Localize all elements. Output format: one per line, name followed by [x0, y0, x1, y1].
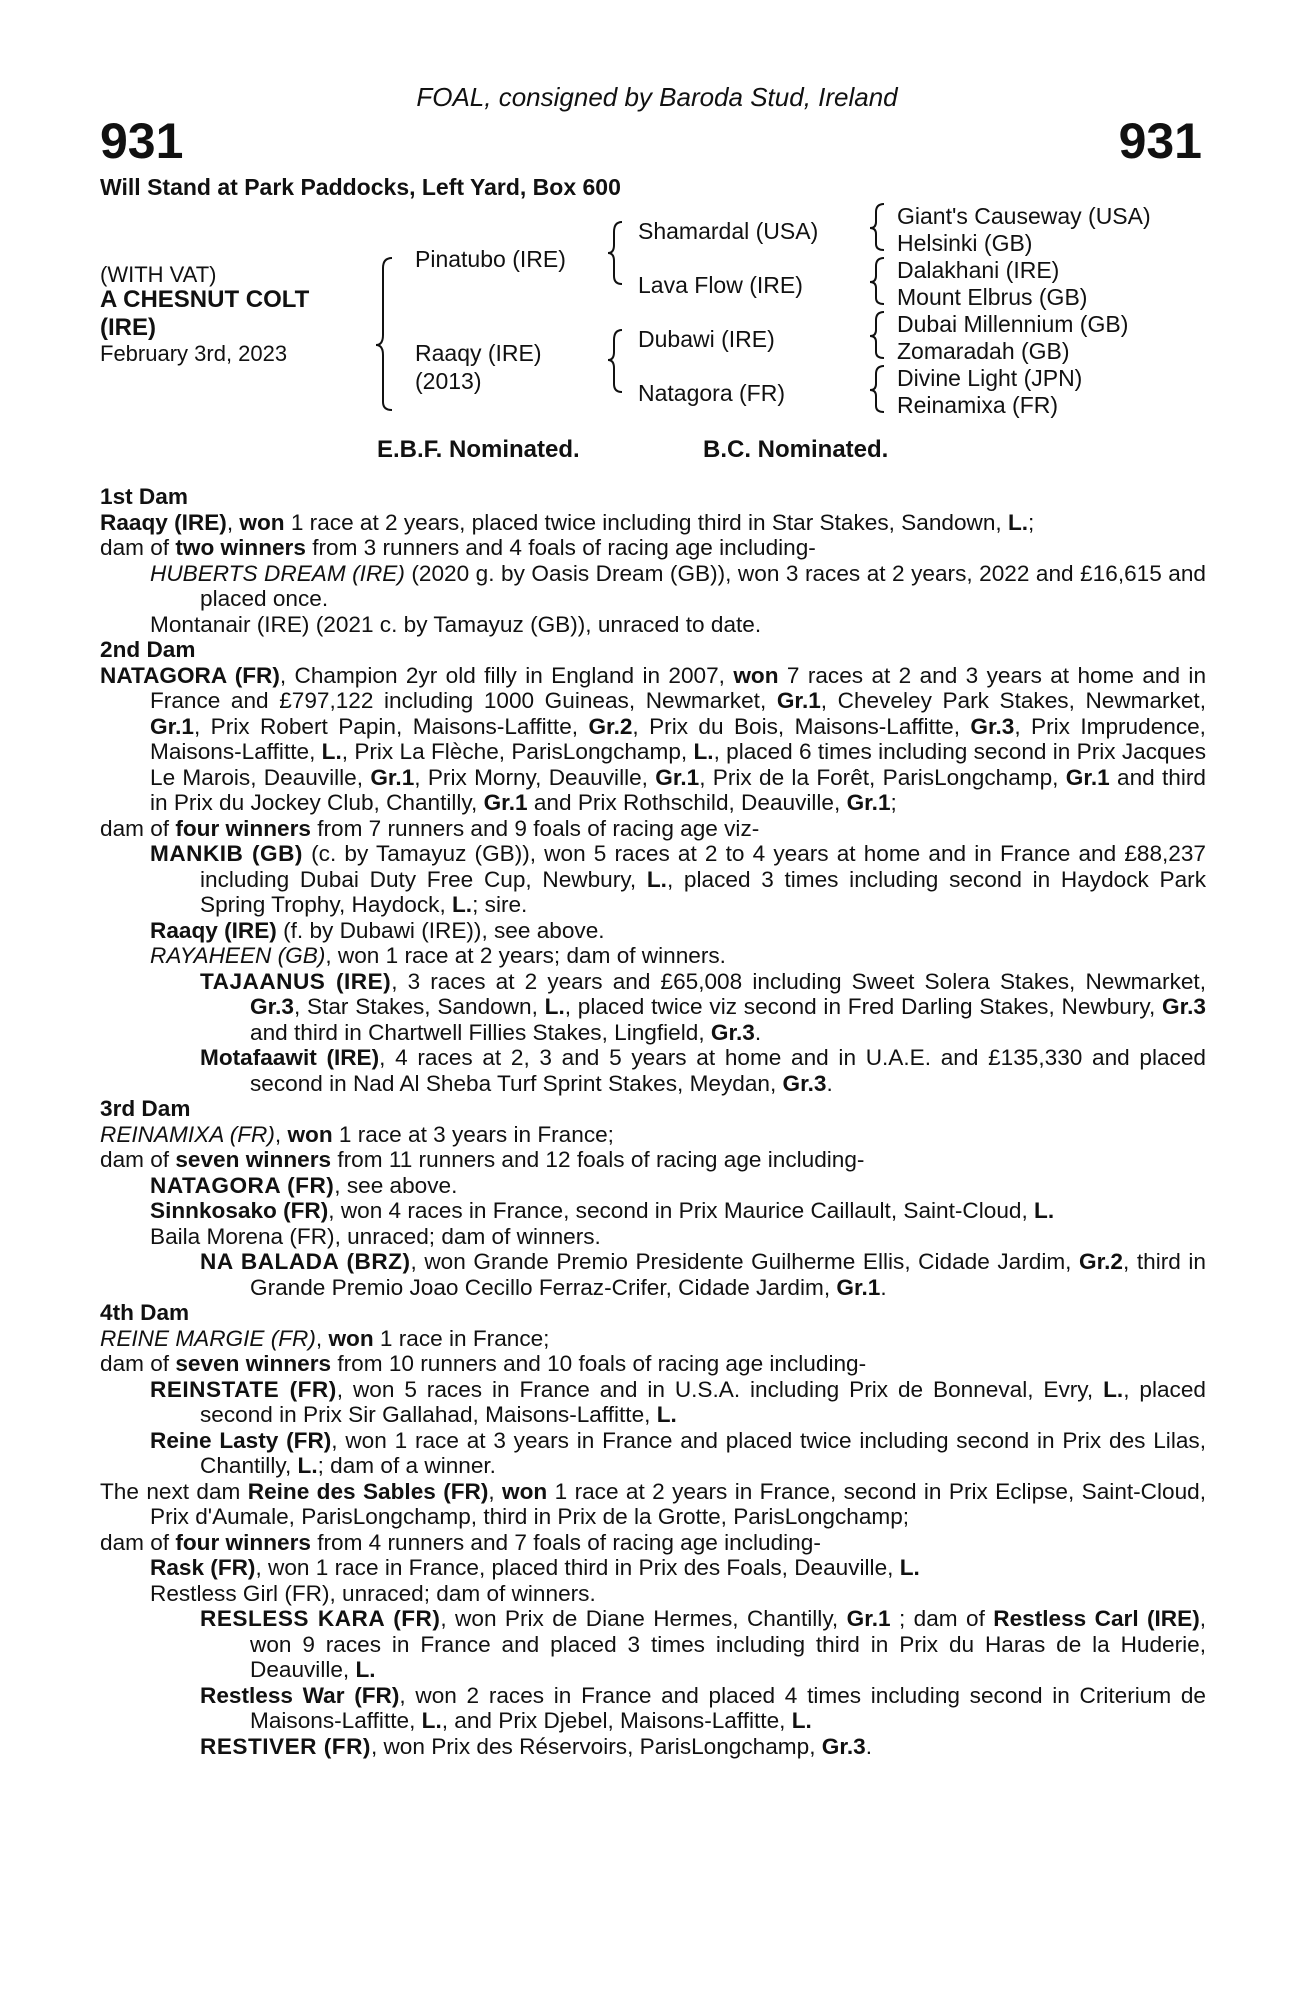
- grade-label: Gr.3: [250, 994, 294, 1019]
- text: ; dam of a winner.: [317, 1453, 496, 1478]
- text: 1 race at 2 years, placed twice including third in Star Stakes, Sandown,: [284, 509, 1008, 535]
- text: , placed twice viz second in Fred Darling Stakes, Newbury,: [564, 994, 1163, 1019]
- sire-sire: Shamardal (USA): [638, 218, 819, 244]
- horse-name: Sinnkosako (FR): [150, 1198, 329, 1223]
- horse-name: Motafaawit (IRE): [200, 1045, 380, 1070]
- dam-sire: Dubawi (IRE): [638, 326, 775, 352]
- grade-label: Gr.3: [970, 713, 1015, 739]
- text: , placed 6 times including second in Prix Jacques Le Marois, Deauville,: [150, 739, 1206, 790]
- text: 1 race in France;: [373, 1325, 550, 1351]
- great-grandparent: Divine Light (JPN): [897, 365, 1083, 391]
- listed-label: L.: [1103, 1376, 1124, 1402]
- text: ;: [1028, 509, 1035, 535]
- text: from 3 runners and 4 foals of racing age including-: [305, 535, 816, 560]
- horse-name: Raaqy (IRE): [150, 917, 277, 943]
- text: , won 5 races in France and in U.S.A. including Prix de Bonneval, Evry,: [336, 1376, 1104, 1402]
- offspring-entry: [100, 1377, 1206, 1428]
- text: ;: [890, 790, 897, 815]
- winners-count: seven winners: [175, 1147, 332, 1172]
- text: and Prix Rothschild, Deauville,: [527, 790, 847, 815]
- text: The next dam: [100, 1478, 248, 1504]
- text: , Prix La Flèche, ParisLongchamp,: [341, 739, 694, 764]
- text: , Prix du Bois, Maisons-Laffitte,: [632, 713, 971, 739]
- grand-offspring-entry: [100, 1045, 1206, 1096]
- grade-label: Gr.1: [846, 790, 891, 815]
- text: , see above.: [334, 1172, 458, 1198]
- offspring-entry: Montanair (IRE) (2021 c. by Tamayuz (GB)), unraced to date.: [150, 611, 762, 637]
- text: (c. by Tamayuz (GB)), won 5 races at 2 to 4 years at home and in France and £88,237 including Dubai Duty Free Cup, Newbury,: [200, 841, 1206, 892]
- text: , Star Stakes, Sandown,: [293, 994, 545, 1019]
- text: , Champion 2yr old filly in England in 2007,: [279, 662, 734, 688]
- text: (2020 g. by Oasis Dream (GB)), won 3 races at 2 years, 2022 and £16,615 and placed once.: [200, 560, 1206, 611]
- listed-label: L.: [1007, 509, 1029, 535]
- horse-name: Reine des Sables (FR): [247, 1478, 489, 1504]
- text: , won Prix des Réservoirs, ParisLongchamp,: [370, 1733, 822, 1759]
- listed-label: L.: [355, 1657, 376, 1682]
- great-grandparent: Dalakhani (IRE): [897, 257, 1060, 283]
- winners-count: seven winners: [175, 1351, 332, 1376]
- horse-name: Reine Lasty (FR): [150, 1427, 332, 1453]
- won-label: won: [733, 662, 779, 688]
- text: from 7 runners and 9 foals of racing age viz-: [310, 815, 760, 841]
- grade-label: Gr.1: [370, 764, 415, 790]
- text: , 4 races at 2, 3 and 5 years at home and in U.A.E. and £135,330 and placed second in Nad Al Sheba Turf Sprint Stakes, Meydan,: [250, 1045, 1206, 1096]
- won-label: won: [239, 509, 285, 535]
- listed-label: L.: [421, 1708, 442, 1733]
- listed-label: L.: [321, 739, 342, 764]
- dam-name: Raaqy (IRE): [415, 340, 542, 366]
- grade-label: Gr.3: [710, 1019, 755, 1045]
- dam-of-line: [100, 816, 1206, 842]
- won-label: won: [287, 1121, 333, 1147]
- grand-offspring-entry: [100, 1606, 1206, 1683]
- dam-of-line: [100, 1351, 1206, 1377]
- dam-entry: Raaqy (IRE), won 1 race at 2 years, placed twice including third in Star Stakes, Sandown, L.;: [100, 509, 1035, 535]
- listed-label: L.: [791, 1708, 812, 1733]
- horse-name: RESLESS KARA (FR): [200, 1606, 441, 1631]
- horse-name: Raaqy (IRE): [100, 509, 227, 535]
- offspring-entry: [100, 943, 1206, 969]
- horse-name: Restless War (FR): [200, 1682, 400, 1708]
- text: dam of: [100, 535, 176, 560]
- text: , Prix Morny, Deauville,: [414, 764, 656, 790]
- offspring-entry: Baila Morena (FR), unraced; dam of winners.: [150, 1223, 601, 1249]
- grade-label: Gr.1: [836, 1274, 881, 1300]
- text: , Cheveley Park Stakes, Newmarket,: [820, 688, 1206, 713]
- listed-label: L.: [1034, 1198, 1055, 1223]
- great-grandparent: Dubai Millennium (GB): [897, 311, 1129, 337]
- horse-description: A CHESNUT COLT: [100, 286, 310, 313]
- text: (f. by Dubawi (IRE)), see above.: [276, 917, 605, 943]
- text: , Prix Imprudence, Maisons-Laffitte,: [150, 713, 1206, 764]
- text: , 3 races at 2 years and £65,008 including Sweet Solera Stakes, Newmarket,: [391, 968, 1206, 994]
- next-dam-entry: The next dam Reine des Sables (FR), won 1 race at 2 years in France, second in Prix Eclipse, Saint-Cloud, Prix d'Aumale, ParisLongchamp, third in Prix de la Grotte, ParisLongchamp;: [100, 1478, 1206, 1529]
- grade-label: Gr.1: [655, 764, 700, 790]
- listed-label: L.: [646, 866, 667, 892]
- great-grandparent: Zomaradah (GB): [897, 338, 1070, 364]
- great-grandparent: Helsinki (GB): [897, 230, 1033, 256]
- text: , won Grande Premio Presidente Guilherme Ellis, Cidade Jardim,: [410, 1249, 1080, 1274]
- listed-label: L.: [544, 994, 565, 1019]
- grade-label: Gr.1: [846, 1606, 891, 1631]
- dam-dam: Natagora (FR): [638, 380, 785, 406]
- offspring-entry: [100, 918, 1206, 944]
- text: .: [754, 1019, 762, 1045]
- offspring-entry: Restless Girl (FR), unraced; dam of winners.: [150, 1580, 596, 1606]
- dam-entry: REINE MARGIE (FR), won 1 race in France;: [100, 1325, 550, 1351]
- ebf-nomination: E.B.F. Nominated.: [377, 436, 580, 463]
- text: , won 1 race at 3 years in France and placed twice including second in Prix des Lilas, Chantilly,: [200, 1427, 1206, 1478]
- offspring-entry: [100, 1173, 1206, 1199]
- listed-label: L.: [899, 1555, 920, 1580]
- text: dam of: [100, 1351, 176, 1376]
- vat-label: (WITH VAT): [100, 262, 217, 287]
- text: from 10 runners and 10 foals of racing age including-: [331, 1351, 867, 1376]
- offspring-entry: [100, 841, 1206, 918]
- text: .: [865, 1733, 872, 1759]
- grade-label: Gr.3: [1162, 994, 1206, 1019]
- text: ; sire.: [472, 892, 528, 917]
- winners-count: two winners: [175, 535, 306, 560]
- won-label: won: [328, 1325, 374, 1351]
- text: , Prix Robert Papin, Maisons-Laffitte,: [193, 713, 589, 739]
- horse-name: REINAMIXA (FR): [100, 1121, 275, 1147]
- horse-name: TAJAANUS (IRE): [200, 968, 392, 994]
- great-grandparent: Mount Elbrus (GB): [897, 284, 1088, 310]
- listed-label: L.: [297, 1453, 318, 1478]
- text: 1 race at 3 years in France;: [332, 1121, 614, 1147]
- pedigree-notes: [100, 484, 1206, 1759]
- dam-entry: [100, 663, 1206, 816]
- text: and third in Prix du Jockey Club, Chantilly,: [150, 764, 1206, 815]
- text: , won 1 race in France, placed third in Prix des Foals, Deauville,: [255, 1555, 900, 1580]
- horse-name: MANKIB (GB): [150, 841, 303, 866]
- lot-number-right: 931: [1118, 113, 1202, 169]
- section-heading: 4th Dam: [100, 1300, 190, 1325]
- winners-count: four winners: [175, 815, 311, 841]
- grade-label: Gr.3: [821, 1733, 866, 1759]
- text: from 4 runners and 7 foals of racing age including-: [310, 1529, 821, 1555]
- text: dam of: [100, 1147, 176, 1172]
- horse-name: NA BALADA (BRZ): [200, 1249, 411, 1274]
- grand-offspring-entry: [100, 1734, 1206, 1760]
- stand-location: Will Stand at Park Paddocks, Left Yard, Box 600: [100, 174, 621, 200]
- text: , won 9 races in France and placed 3 times including third in Prix du Haras de la Huderie, Deauville,: [250, 1606, 1206, 1682]
- sire-name: Pinatubo (IRE): [415, 246, 566, 272]
- dam-of-line: [100, 1530, 1206, 1556]
- grade-label: Gr.1: [776, 688, 821, 713]
- text: dam of: [100, 815, 176, 841]
- text: .: [880, 1274, 887, 1300]
- dam-of-line: [100, 1147, 1206, 1173]
- text: , placed second in Prix Sir Gallahad, Maisons-Laffitte,: [200, 1376, 1206, 1427]
- grand-offspring-entry: [100, 1683, 1206, 1734]
- lot-number-left: 931: [100, 113, 184, 169]
- grade-label: Gr.1: [483, 790, 528, 815]
- foaling-date: February 3rd, 2023: [100, 341, 288, 366]
- horse-name: RESTIVER (FR): [200, 1733, 371, 1759]
- offspring-entry: [100, 1555, 1206, 1581]
- text: , won 4 races in France, second in Prix Maurice Caillault, Saint-Cloud,: [328, 1198, 1035, 1223]
- won-label: won: [502, 1478, 548, 1504]
- text: , third in Grande Premio Joao Cecillo Ferraz-Crifer, Cidade Jardim,: [250, 1249, 1206, 1300]
- grade-label: Gr.2: [588, 713, 633, 739]
- text: , Prix de la Forêt, ParisLongchamp,: [699, 764, 1066, 790]
- horse-name: Restless Carl (IRE): [993, 1606, 1200, 1631]
- listed-label: L.: [693, 739, 714, 764]
- horse-name: REINE MARGIE (FR): [100, 1325, 316, 1351]
- dam-entry: REINAMIXA (FR), won 1 race at 3 years in France;: [100, 1121, 614, 1147]
- horse-name: REINSTATE (FR): [150, 1376, 337, 1402]
- text: 1 race at 2 years in France, second in Prix Eclipse, Saint-Cloud, Prix d'Aumale, ParisLongchamp, third in Prix de la Grotte, ParisLongchamp;: [150, 1478, 1206, 1529]
- section-heading: 2nd Dam: [100, 637, 196, 662]
- horse-name: Rask (FR): [150, 1555, 256, 1580]
- text: , and Prix Djebel, Maisons-Laffitte,: [441, 1708, 792, 1733]
- great-grandparent: Reinamixa (FR): [897, 392, 1059, 418]
- text: and third in Chartwell Fillies Stakes, Lingfield,: [250, 1019, 711, 1045]
- offspring-entry: [100, 1198, 1206, 1224]
- horse-country: (IRE): [100, 314, 156, 341]
- text: 7 races at 2 and 3 years at home and in France and £797,122 including 1000 Guineas, Newmarket,: [150, 662, 1207, 713]
- sire-dam: Lava Flow (IRE): [638, 272, 803, 298]
- grade-label: Gr.3: [782, 1070, 827, 1096]
- text: .: [826, 1070, 833, 1096]
- offspring-entry: [100, 1428, 1206, 1479]
- grade-label: Gr.2: [1079, 1249, 1123, 1274]
- section-heading: 3rd Dam: [100, 1096, 191, 1121]
- listed-label: L.: [452, 892, 473, 917]
- horse-name: HUBERTS DREAM (IRE): [150, 560, 405, 586]
- text: , won 2 races in France and placed 4 times including second in Criterium de Maisons-Laffitte,: [250, 1682, 1206, 1733]
- great-grandparent: Giant's Causeway (USA): [897, 203, 1151, 229]
- winners-count: four winners: [175, 1529, 311, 1555]
- consignor-line: FOAL, consigned by Baroda Stud, Ireland: [416, 82, 898, 112]
- section-heading: 1st Dam: [100, 484, 188, 509]
- offspring-entry: [100, 561, 1206, 612]
- text: from 11 runners and 12 foals of racing age including-: [331, 1147, 865, 1172]
- text: , won Prix de Diane Hermes, Chantilly,: [440, 1606, 847, 1631]
- text: , placed 3 times including second in Haydock Park Spring Trophy, Haydock,: [200, 866, 1206, 917]
- text: dam of: [100, 1529, 176, 1555]
- dam-of-line: [100, 535, 1206, 561]
- grand-offspring-entry: [100, 969, 1206, 1046]
- dam-year: (2013): [415, 368, 482, 394]
- horse-name: RAYAHEEN (GB): [150, 943, 326, 968]
- grade-label: Gr.1: [150, 713, 194, 739]
- bc-nomination: B.C. Nominated.: [703, 436, 889, 463]
- horse-name: NATAGORA (FR): [100, 662, 280, 688]
- horse-name: NATAGORA (FR): [150, 1172, 335, 1198]
- grade-label: Gr.1: [1065, 764, 1110, 790]
- grand-offspring-entry: [100, 1249, 1206, 1300]
- text: , won 1 race at 2 years; dam of winners.: [325, 943, 726, 968]
- listed-label: L.: [656, 1402, 677, 1427]
- text: ; dam of: [890, 1606, 994, 1631]
